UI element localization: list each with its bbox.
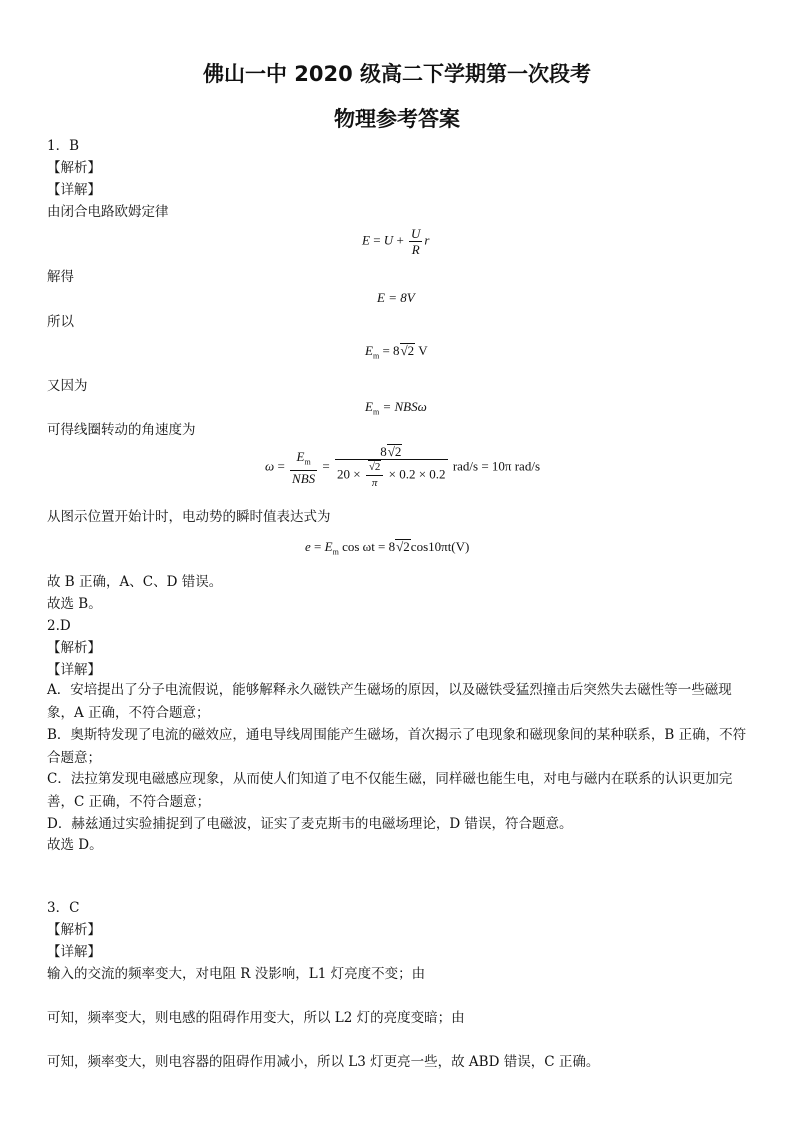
- nbs-omega-text: = NBSω: [382, 399, 427, 414]
- equation-nbs-omega: $E_m = NBS\omega$: [365, 399, 427, 417]
- q1-line-because: 又因为: [47, 378, 88, 394]
- peak-emf-unit: V: [418, 343, 428, 358]
- cos-expression: cos ωt = 8: [342, 539, 396, 554]
- q3-line-resistor: 输入的交流的频率变大，对电阻 R 没影响，L1 灯亮度不变；由: [47, 966, 426, 982]
- q3-detail-heading: 【详解】: [47, 944, 101, 960]
- q3-line-capacitor: 可知，频率变大，则电容器的阻碍作用减小，所以 L3 灯更亮一些，故 ABD 错误，C 正确。: [47, 1054, 600, 1070]
- cos-expression-tail: cos10πt(V): [410, 539, 470, 554]
- q2-answer: 故选 D。: [47, 837, 103, 853]
- q1-analysis-heading: 【解析】: [47, 160, 101, 176]
- q1-line-ohm-law: 由闭合电路欧姆定律: [47, 204, 169, 220]
- page-subtitle: 物理参考答案: [334, 107, 460, 131]
- equation-peak-emf: $E_m = 8√2$ V: [365, 343, 428, 361]
- equation-instantaneous-emf: $e = E_m$ cos ωt = 8√2cos10πt(V): [305, 539, 470, 557]
- q1-line-instantaneous: 从图示位置开始计时，电动势的瞬时值表达式为: [47, 509, 331, 525]
- q2-option-d: D．赫兹通过实验捕捉到了电磁波，证实了麦克斯韦的电磁场理论，D 错误，符合题意。: [47, 816, 573, 832]
- q2-option-b: B．奥斯特发现了电流的磁效应，通电导线周围能产生磁场，首次揭示了电现象和磁现象间的某种联系，B 正确，不符合题意；: [47, 727, 747, 766]
- page-title: 佛山一中 2020 级高二下学期第一次段考: [202, 62, 592, 86]
- q3-line-inductor: 可知，频率变大，则电感的阻碍作用变大，所以 L2 灯的亮度变暗；由: [47, 1010, 465, 1026]
- peak-emf-value: = 8: [382, 343, 400, 358]
- equation-ohm-law: E = U + $\frac{U}{R}$ r: [362, 226, 430, 257]
- equation-angular-velocity: ω = $\frac{E_m}{\text{NBS}}$ = 8√2 20 × $\frac{√2}{\pi}$ × 0.2 × 0.2 rad/s = 10π rad/s: [265, 444, 540, 489]
- q2-option-a: A．安培提出了分子电流假说，能够解释永久磁铁产生磁场的原因，以及磁铁受猛烈撞击后突然失去磁性等一些磁现象，A 正确，不符合题意；: [47, 682, 732, 721]
- q2-analysis-heading: 【解析】: [47, 640, 101, 656]
- q1-number: 1．B: [47, 138, 80, 154]
- q1-line-angular-velocity: 可得线圈转动的角速度为: [47, 422, 196, 438]
- q1-detail-heading: 【详解】: [47, 182, 101, 198]
- equation-emf-value: E = 8V: [377, 290, 415, 305]
- q1-answer: 故选 B。: [47, 596, 102, 612]
- q2-detail-heading: 【详解】: [47, 662, 101, 678]
- q2-number: 2.D: [47, 618, 71, 634]
- q1-line-solve: 解得: [47, 269, 74, 285]
- q3-analysis-heading: 【解析】: [47, 922, 101, 938]
- angular-velocity-result: rad/s = 10π rad/s: [452, 458, 540, 474]
- q3-number: 3．C: [47, 900, 80, 916]
- q1-conclusion: 故 B 正确，A、C、D 错误。: [47, 574, 223, 590]
- q2-option-c: C．法拉第发现电磁感应现象，从而使人们知道了电不仅能生磁，同样磁也能生电，对电与磁内在联系的认识更加完善，C 正确，不符合题意；: [47, 771, 733, 810]
- q1-line-therefore: 所以: [47, 314, 74, 330]
